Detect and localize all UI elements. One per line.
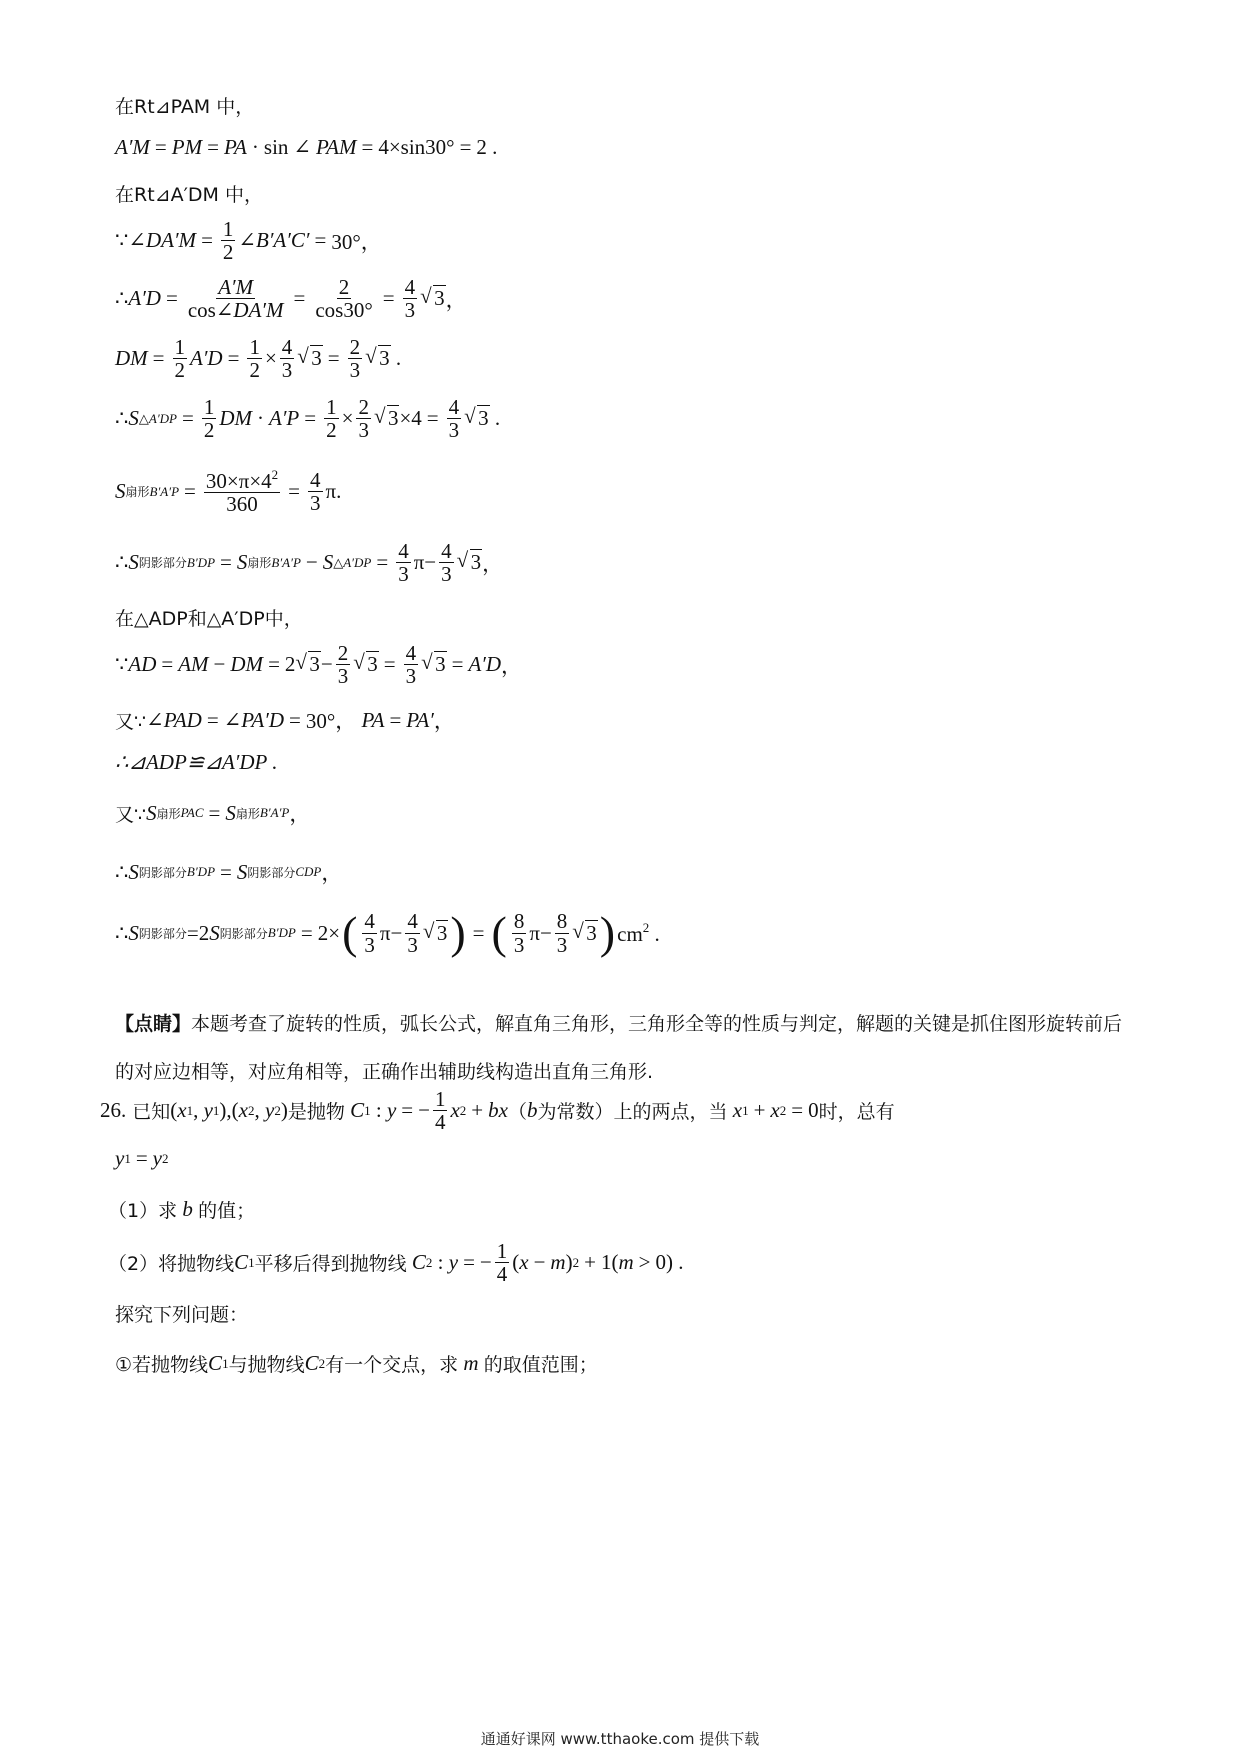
subscript-label: 扇形 bbox=[125, 485, 150, 500]
text-label: 的值； bbox=[198, 1200, 256, 1222]
equation-line: ∴ S 阴影部分 B′DP = S 阴影部分 CDP ， bbox=[115, 859, 343, 885]
text-label: （1）求 bbox=[108, 1200, 178, 1222]
text-line bbox=[115, 180, 263, 207]
text-label: （ bbox=[507, 1101, 527, 1124]
comment-tag: 【点睛】 bbox=[115, 1013, 192, 1035]
text-line-label: ∴⊿ADP≌⊿A′DP . bbox=[115, 750, 278, 774]
subscript-label: 扇形 bbox=[235, 806, 260, 821]
comment-text: 本题考查了旋转的性质，弧长公式，解直角三角形，三角形全等的性质与判定，解题的关键是抓住图形旋转前后的对应边相等，对应角相等，正确作出辅助线构造出直角三角形. bbox=[115, 1013, 1123, 1083]
equation-line: y 1 = y 2 bbox=[115, 1146, 169, 1170]
text-label: 为常数）上的两点，当 bbox=[537, 1101, 728, 1124]
text-label: 探究下列问题： bbox=[115, 1304, 249, 1326]
subscript-label: 阴影部分 bbox=[138, 556, 187, 571]
problem-intro: 26. 已知 ( x 1 , y 1 ),( x 2 , y 2 ) 是抛物 C 1 : y = − $\frac{1}{4}$ x 2 + bx （ b 为常数）上的两点，当 x 1 + x 2 = 0 时，总有 bbox=[100, 1087, 895, 1135]
text-label: 有一个交点，求 bbox=[325, 1354, 459, 1376]
text-line bbox=[115, 750, 278, 775]
subscript-label: 阴影部分 bbox=[247, 865, 296, 880]
text-label: ①若抛物线 bbox=[115, 1354, 209, 1376]
subscript-label: 扇形 bbox=[156, 806, 181, 821]
text-line bbox=[115, 92, 254, 119]
equation-line: 又∵ ∠ PAD = ∠ PA′D = 30°， PA = PA′ ， bbox=[115, 707, 455, 733]
page-footer: 通通好课网 www.tthaoke.com 提供下载 bbox=[480, 1730, 760, 1748]
text-label: 又∵ bbox=[115, 710, 147, 733]
subscript-label: 扇形 bbox=[247, 556, 272, 571]
equation-line: ∴ S △A′DP = $\frac{1}{2}$ DM · A′P = $\frac{1}{2}$ × $\frac{2}{3}$ √ 3 ×4 = $\frac{4}{3}$ √ 3 . bbox=[115, 396, 500, 441]
text-line bbox=[115, 604, 303, 631]
equation-line: ∴ S 阴影部分 =2 S 阴影部分 B′DP = 2× ( $\frac{4}{3}$ π− $\frac{4}{3}$ √ 3 ) = ( $\frac{8}{3}$ π− $\frac{8}{3}$ √ 3 ) $cm^2$ . bbox=[115, 910, 660, 956]
explore-text bbox=[115, 1300, 248, 1327]
equation-line: S 扇形 B′A′P = $\frac{30\times\pi\times 4^2}{360}$ = $\frac{4}{3}$ π. bbox=[115, 467, 342, 517]
subscript-label: 阴影部分 bbox=[138, 926, 187, 941]
text-label: 时，总有 bbox=[818, 1101, 895, 1124]
text-label: 是抛物 bbox=[287, 1101, 345, 1124]
question-1: ①若抛物线 C 1 与抛物线 C 2 有一个交点，求 m 的取值范围； bbox=[115, 1351, 598, 1376]
text-label: 与抛物线 bbox=[228, 1354, 305, 1376]
text-label: 的取值范围； bbox=[483, 1354, 598, 1376]
equation-line: ∵ AD = AM − DM = 2 √ 3 − $\frac{2}{3}$ √ 3 = $\frac{4}{3}$ √ 3 = A′D ， bbox=[115, 642, 522, 687]
text-label: 又∵ bbox=[115, 803, 147, 826]
problem-part-2: （2）将抛物线 C 1 平移后得到抛物线 C 2 : y = − $\frac{1}{4}$ ( x − m ) 2 + 1( m > 0) . bbox=[108, 1239, 684, 1287]
equation-line: ∵∠ DA′M = $\frac{1}{2}$ ∠ B′A′C′ = 30°， bbox=[115, 217, 382, 265]
equation-line: DM = $\frac{1}{2}$ A′D = $\frac{1}{2}$ × $\frac{4}{3}$ √ 3 = $\frac{2}{3}$ √ 3 . bbox=[115, 336, 401, 381]
problem-part-1: （1）求 b 的值； bbox=[108, 1197, 256, 1222]
problem-number: 26. bbox=[100, 1098, 127, 1123]
equation-line: ∴ S 阴影部分 B′DP = S 扇形 B′A′P − S △A′DP = $\frac{4}{3}$ π− $\frac{4}{3}$ √ 3 ， bbox=[115, 540, 503, 585]
equation-line: 又∵ S 扇形 PAC = S 扇形 B′A′P ， bbox=[115, 800, 311, 826]
equation-line: A′M = PM = PA · sin ∠ PAM = 4×sin30° = 2 . bbox=[115, 135, 498, 159]
text-label: 平移后得到抛物线 bbox=[254, 1253, 407, 1276]
text-line-label: 在△ADP和△A′DP中， bbox=[115, 608, 303, 630]
subscript-label: 阴影部分 bbox=[219, 926, 268, 941]
text-label: 已知 bbox=[132, 1101, 171, 1124]
text-line-label: 在Rt⊿A′DM 中， bbox=[115, 184, 263, 206]
equation-line: ∴ A′D = $\frac{A'M}{\cos\angle DA'M}$ = $\frac{2}{\cos 30^\circ}$ = $\frac{4}{3}$ √ 3 ， bbox=[115, 276, 467, 321]
subscript-label: 阴影部分 bbox=[138, 865, 187, 880]
text-line-label: 在Rt⊿PAM 中， bbox=[115, 96, 255, 118]
text-label: （2）将抛物线 bbox=[108, 1253, 235, 1276]
comment-paragraph bbox=[115, 1000, 1125, 1096]
